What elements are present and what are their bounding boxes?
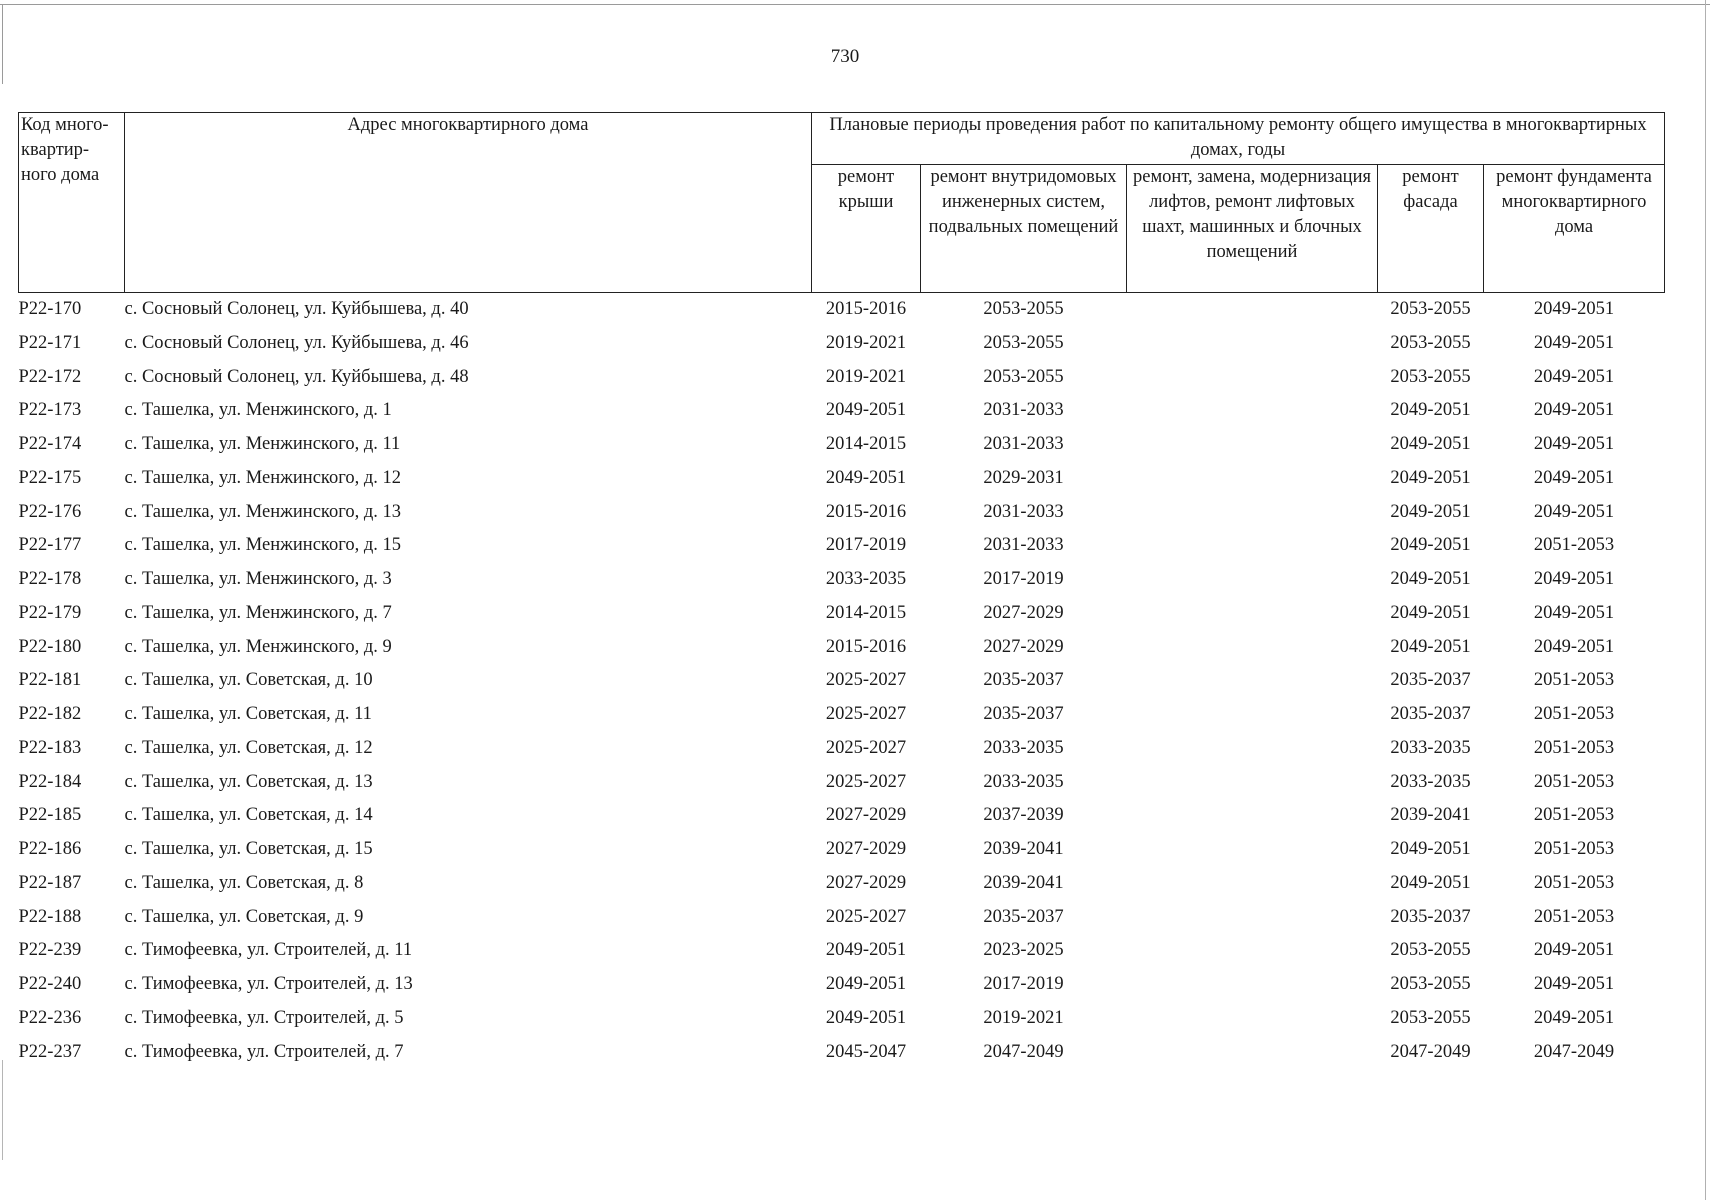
cell-building-code: Р22-184	[18, 771, 82, 792]
cell-roof-repair: 2049-2051	[825, 974, 907, 994]
cell-foundation-repair: 2049-2051	[1533, 299, 1615, 319]
table-row	[19, 597, 1665, 631]
cell-foundation-repair: 2049-2051	[1533, 467, 1615, 488]
cell-foundation-repair: 2051-2053	[1533, 906, 1615, 927]
cell-roof-repair: 2015-2016	[825, 299, 907, 319]
table-row	[19, 496, 1665, 530]
cell-engineering-repair: 2035-2037	[983, 670, 1064, 691]
cell-lift-repair	[1127, 428, 1378, 462]
cell-foundation-repair: 2049-2051	[1533, 602, 1615, 623]
cell-foundation-repair: 2047-2049	[1533, 1041, 1615, 1062]
cell-engineering-repair: 2031-2033	[983, 535, 1064, 556]
cell-facade-repair: 2047-2049	[1390, 1041, 1471, 1062]
table-row	[19, 563, 1665, 597]
cell-lift-repair	[1127, 698, 1378, 732]
cell-roof-repair: 2019-2021	[825, 366, 907, 387]
cell-lift-repair	[1127, 901, 1378, 935]
cell-address: с. Тимофеевка, ул. Строителей, д. 7	[124, 1041, 404, 1062]
cell-facade-repair: 2053-2055	[1390, 366, 1471, 387]
cell-roof-repair: 2015-2016	[825, 636, 907, 657]
cell-foundation-repair: 2051-2053	[1533, 670, 1615, 691]
cell-facade-repair: 2053-2055	[1390, 299, 1471, 319]
cell-facade-repair: 2049-2051	[1390, 434, 1471, 454]
table-header	[19, 113, 1665, 293]
cell-building-code: Р22-179	[18, 602, 82, 623]
cell-foundation-repair: 2051-2053	[1533, 839, 1615, 859]
cell-lift-repair	[1127, 529, 1378, 563]
cell-roof-repair: 2049-2051	[825, 467, 907, 488]
cell-engineering-repair: 2017-2019	[983, 974, 1064, 994]
cell-address: с. Ташелка, ул. Советская, д. 8	[124, 872, 364, 893]
cell-roof-repair: 2049-2051	[825, 400, 907, 421]
table-row	[19, 867, 1665, 901]
table-row	[19, 631, 1665, 665]
cell-facade-repair: 2049-2051	[1390, 400, 1471, 421]
cell-lift-repair	[1127, 1002, 1378, 1036]
cell-roof-repair: 2014-2015	[825, 602, 907, 623]
cell-building-code: Р22-173	[18, 400, 82, 421]
cell-facade-repair: 2035-2037	[1390, 670, 1471, 691]
cell-lift-repair	[1127, 462, 1378, 496]
cell-facade-repair: 2053-2055	[1390, 974, 1471, 994]
cell-building-code: Р22-181	[18, 670, 82, 691]
cell-engineering-repair: 2053-2055	[983, 299, 1064, 319]
table-row	[19, 428, 1665, 462]
cell-lift-repair	[1127, 799, 1378, 833]
cell-roof-repair: 2049-2051	[825, 1007, 907, 1028]
cell-address: с. Ташелка, ул. Менжинского, д. 13	[124, 501, 401, 522]
cell-address: с. Ташелка, ул. Менжинского, д. 1	[124, 400, 392, 421]
cell-roof-repair: 2033-2035	[825, 569, 907, 589]
cell-address: с. Ташелка, ул. Менжинского, д. 15	[124, 535, 401, 556]
cell-facade-repair: 2049-2051	[1390, 636, 1471, 657]
cell-lift-repair	[1127, 1036, 1378, 1070]
cell-engineering-repair: 2053-2055	[983, 366, 1064, 387]
cell-engineering-repair: 2031-2033	[983, 501, 1064, 522]
cell-building-code: Р22-187	[18, 872, 82, 893]
cell-foundation-repair: 2051-2053	[1533, 872, 1615, 893]
cell-building-code: Р22-170	[18, 299, 82, 319]
cell-address: с. Ташелка, ул. Советская, д. 11	[124, 704, 372, 724]
cell-foundation-repair: 2049-2051	[1533, 569, 1615, 589]
cell-engineering-repair: 2033-2035	[983, 771, 1064, 792]
cell-engineering-repair: 2037-2039	[983, 805, 1064, 826]
cell-lift-repair	[1127, 496, 1378, 530]
cell-facade-repair: 2049-2051	[1390, 535, 1471, 556]
cell-engineering-repair: 2027-2029	[983, 636, 1064, 657]
cell-lift-repair	[1127, 934, 1378, 968]
cell-foundation-repair: 2051-2053	[1533, 737, 1615, 758]
cell-lift-repair	[1127, 563, 1378, 597]
cell-roof-repair: 2049-2051	[825, 940, 907, 961]
cell-foundation-repair: 2051-2053	[1533, 771, 1615, 792]
cell-lift-repair	[1127, 833, 1378, 867]
cell-engineering-repair: 2031-2033	[983, 434, 1064, 454]
cell-address: с. Ташелка, ул. Менжинского, д. 11	[124, 434, 401, 454]
cell-facade-repair: 2049-2051	[1390, 569, 1471, 589]
header-planned-periods: Плановые периоды проведения работ по капитальному ремонту общего имущества в многоквартирных домах, годы	[812, 113, 1665, 165]
cell-roof-repair: 2019-2021	[825, 332, 907, 353]
cell-facade-repair: 2049-2051	[1390, 872, 1471, 893]
cell-lift-repair	[1127, 968, 1378, 1002]
header-facade-repair: ремонт фасада	[1378, 165, 1484, 293]
cell-engineering-repair: 2039-2041	[983, 839, 1064, 859]
cell-lift-repair	[1127, 732, 1378, 766]
cell-address: с. Сосновый Солонец, ул. Куйбышева, д. 48	[124, 366, 469, 387]
cell-address: с. Ташелка, ул. Советская, д. 10	[124, 670, 373, 691]
cell-foundation-repair: 2049-2051	[1533, 434, 1615, 454]
cell-facade-repair: 2049-2051	[1390, 467, 1471, 488]
cell-building-code: Р22-236	[18, 1007, 82, 1028]
cell-building-code: Р22-182	[18, 704, 82, 724]
cell-address: с. Ташелка, ул. Менжинского, д. 7	[124, 602, 392, 623]
cell-roof-repair: 2025-2027	[825, 704, 907, 724]
cell-building-code: Р22-178	[18, 569, 82, 589]
cell-engineering-repair: 2035-2037	[983, 704, 1064, 724]
cell-lift-repair	[1127, 293, 1378, 327]
header-foundation-repair: ремонт фундамента многоквартирного дома	[1484, 165, 1665, 293]
cell-roof-repair: 2027-2029	[825, 839, 907, 859]
scan-edge-left-lower	[2, 1060, 3, 1160]
cell-foundation-repair: 2049-2051	[1533, 366, 1615, 387]
header-lift-repair: ремонт, замена, модернизация лифтов, ремонт лифтовых шахт, машинных и блочных помещений	[1127, 165, 1378, 293]
cell-facade-repair: 2053-2055	[1390, 1007, 1471, 1028]
cell-roof-repair: 2027-2029	[825, 805, 907, 826]
cell-facade-repair: 2053-2055	[1390, 332, 1471, 353]
cell-facade-repair: 2033-2035	[1390, 737, 1471, 758]
header-building-code: Код много-квартир-ного дома	[19, 113, 125, 293]
cell-address: с. Тимофеевка, ул. Строителей, д. 13	[124, 974, 413, 994]
table-row	[19, 901, 1665, 935]
cell-foundation-repair: 2049-2051	[1533, 501, 1615, 522]
scan-edge-left	[2, 4, 3, 84]
cell-facade-repair: 2053-2055	[1390, 940, 1471, 961]
cell-roof-repair: 2017-2019	[825, 535, 907, 556]
cell-building-code: Р22-240	[18, 974, 82, 994]
cell-building-code: Р22-239	[18, 940, 82, 961]
cell-foundation-repair: 2049-2051	[1533, 974, 1615, 994]
cell-address: с. Ташелка, ул. Советская, д. 14	[124, 805, 373, 826]
table-row	[19, 1002, 1665, 1036]
cell-roof-repair: 2014-2015	[825, 434, 907, 454]
table-row	[19, 833, 1665, 867]
table-row	[19, 1036, 1665, 1070]
header-roof-repair: ремонт крыши	[812, 165, 921, 293]
cell-address: с. Тимофеевка, ул. Строителей, д. 11	[124, 940, 413, 961]
cell-foundation-repair: 2049-2051	[1533, 940, 1615, 961]
table-row	[19, 529, 1665, 563]
cell-building-code: Р22-174	[18, 434, 82, 454]
cell-address: с. Ташелка, ул. Советская, д. 15	[124, 839, 373, 859]
cell-foundation-repair: 2049-2051	[1533, 1007, 1615, 1028]
cell-building-code: Р22-186	[18, 839, 82, 859]
cell-lift-repair	[1127, 597, 1378, 631]
cell-engineering-repair: 2033-2035	[983, 737, 1064, 758]
cell-address: с. Ташелка, ул. Советская, д. 13	[124, 771, 373, 792]
cell-building-code: Р22-172	[18, 366, 82, 387]
table-body	[19, 293, 1665, 1070]
cell-roof-repair: 2045-2047	[825, 1041, 907, 1062]
page-number: 730	[830, 46, 860, 67]
cell-facade-repair: 2039-2041	[1390, 805, 1471, 826]
table-row	[19, 327, 1665, 361]
header-engineering-systems-repair: ремонт внутридомовых инженерных систем, подвальных помещений	[921, 165, 1127, 293]
cell-address: с. Сосновый Солонец, ул. Куйбышева, д. 46	[124, 332, 469, 353]
cell-address: с. Ташелка, ул. Менжинского, д. 12	[124, 467, 401, 488]
cell-foundation-repair: 2051-2053	[1533, 704, 1615, 724]
cell-lift-repair	[1127, 394, 1378, 428]
cell-lift-repair	[1127, 766, 1378, 800]
cell-address: с. Ташелка, ул. Менжинского, д. 3	[124, 569, 392, 589]
table-row	[19, 766, 1665, 800]
cell-roof-repair: 2027-2029	[825, 872, 907, 893]
table-row	[19, 698, 1665, 732]
cell-foundation-repair: 2049-2051	[1533, 636, 1615, 657]
cell-foundation-repair: 2051-2053	[1533, 805, 1615, 826]
table-row	[19, 462, 1665, 496]
cell-engineering-repair: 2035-2037	[983, 906, 1064, 927]
cell-facade-repair: 2049-2051	[1390, 602, 1471, 623]
cell-engineering-repair: 2023-2025	[983, 940, 1064, 961]
cell-facade-repair: 2035-2037	[1390, 906, 1471, 927]
cell-building-code: Р22-183	[18, 737, 82, 758]
cell-engineering-repair: 2039-2041	[983, 872, 1064, 893]
cell-address: с. Сосновый Солонец, ул. Куйбышева, д. 40	[124, 299, 469, 319]
cell-facade-repair: 2035-2037	[1390, 704, 1471, 724]
table-row	[19, 664, 1665, 698]
table-row	[19, 361, 1665, 395]
cell-engineering-repair: 2031-2033	[983, 400, 1064, 421]
cell-engineering-repair: 2047-2049	[983, 1041, 1064, 1062]
cell-address: с. Ташелка, ул. Советская, д. 12	[124, 737, 373, 758]
cell-roof-repair: 2025-2027	[825, 670, 907, 691]
capital-repair-schedule-table	[18, 112, 1665, 1069]
cell-roof-repair: 2025-2027	[825, 737, 907, 758]
cell-building-code: Р22-180	[18, 636, 82, 657]
header-address: Адрес многоквартирного дома	[125, 113, 812, 293]
cell-address: с. Ташелка, ул. Советская, д. 9	[124, 906, 364, 927]
cell-building-code: Р22-237	[18, 1041, 82, 1062]
table-row	[19, 968, 1665, 1002]
cell-facade-repair: 2033-2035	[1390, 771, 1471, 792]
table-row	[19, 293, 1665, 327]
cell-roof-repair: 2025-2027	[825, 771, 907, 792]
cell-engineering-repair: 2017-2019	[983, 569, 1064, 589]
cell-engineering-repair: 2029-2031	[983, 467, 1064, 488]
cell-facade-repair: 2049-2051	[1390, 501, 1471, 522]
cell-roof-repair: 2015-2016	[825, 501, 907, 522]
cell-address: с. Ташелка, ул. Менжинского, д. 9	[124, 636, 392, 657]
cell-foundation-repair: 2051-2053	[1533, 535, 1615, 556]
cell-lift-repair	[1127, 327, 1378, 361]
cell-lift-repair	[1127, 867, 1378, 901]
cell-roof-repair: 2025-2027	[825, 906, 907, 927]
cell-building-code: Р22-185	[18, 805, 82, 826]
cell-building-code: Р22-177	[18, 535, 82, 556]
table-row	[19, 934, 1665, 968]
cell-address: с. Тимофеевка, ул. Строителей, д. 5	[124, 1007, 404, 1028]
scan-edge-top	[0, 4, 1710, 5]
cell-lift-repair	[1127, 664, 1378, 698]
cell-foundation-repair: 2049-2051	[1533, 332, 1615, 353]
cell-engineering-repair: 2053-2055	[983, 332, 1064, 353]
cell-building-code: Р22-188	[18, 906, 82, 927]
table-row	[19, 799, 1665, 833]
cell-foundation-repair: 2049-2051	[1533, 400, 1615, 421]
cell-building-code: Р22-171	[18, 332, 82, 353]
cell-engineering-repair: 2027-2029	[983, 602, 1064, 623]
cell-building-code: Р22-176	[18, 501, 82, 522]
cell-engineering-repair: 2019-2021	[983, 1007, 1064, 1028]
cell-building-code: Р22-175	[18, 467, 82, 488]
cell-lift-repair	[1127, 631, 1378, 665]
scan-edge-right	[1705, 0, 1706, 1200]
table-row	[19, 732, 1665, 766]
cell-facade-repair: 2049-2051	[1390, 839, 1471, 859]
table-row	[19, 394, 1665, 428]
cell-lift-repair	[1127, 361, 1378, 395]
